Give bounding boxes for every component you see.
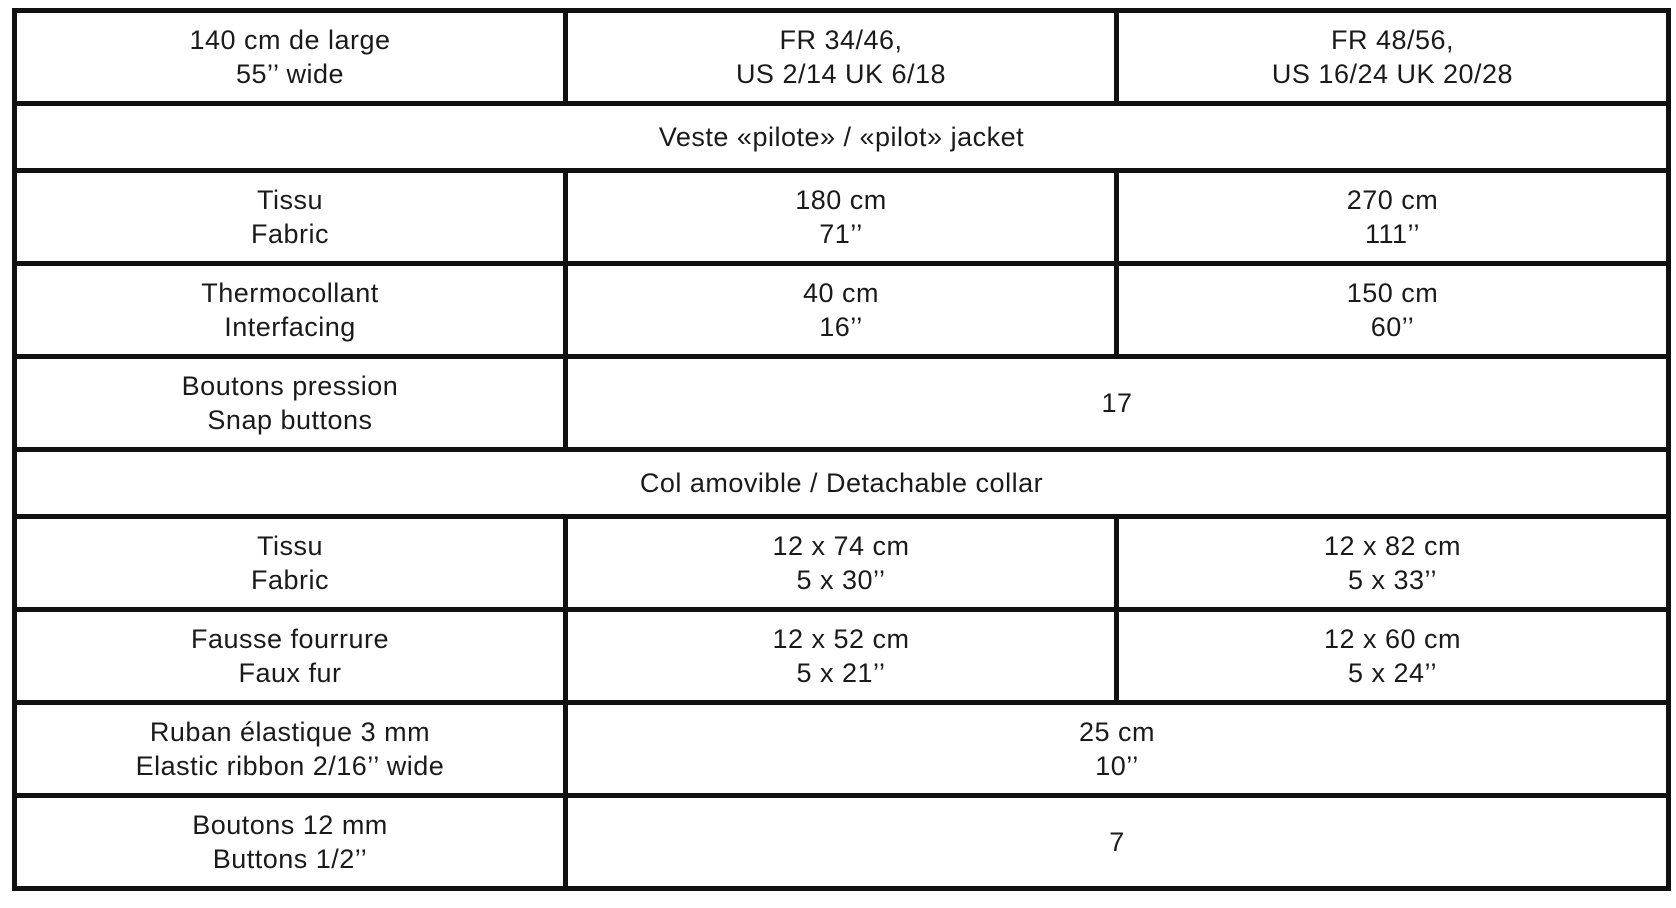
value-metric: 12 x 52 cm	[772, 624, 910, 654]
row-label-fr: Boutons 12 mm	[192, 810, 388, 840]
value-metric: 12 x 82 cm	[1323, 531, 1462, 561]
row-label	[15, 171, 566, 264]
value-metric: 12 x 74 cm	[772, 531, 910, 561]
value-metric: 25 cm	[1078, 717, 1156, 747]
table-row	[15, 171, 1669, 264]
value-imperial: 60’’	[1370, 312, 1415, 342]
row-label-en: Fabric	[250, 219, 329, 249]
value-imperial: 16’’	[819, 312, 863, 342]
yardage-table	[12, 8, 1671, 891]
row-value-small	[566, 171, 1117, 264]
row-value-merged	[566, 357, 1669, 450]
header-size-large	[1117, 11, 1669, 104]
row-value-large	[1117, 264, 1669, 357]
row-label	[15, 517, 566, 610]
row-label-en: Faux fur	[238, 658, 342, 688]
header-fabric-width	[15, 11, 566, 104]
section-title-row	[15, 450, 1669, 517]
value-imperial: 71’’	[819, 219, 863, 249]
value-metric: 40 cm	[802, 278, 880, 308]
value-count: 17	[1101, 388, 1133, 418]
header-size-large-us-uk: US 16/24 UK 20/28	[1271, 59, 1514, 89]
row-value-small	[566, 264, 1117, 357]
row-label-en: Fabric	[250, 565, 329, 595]
header-size-small-us-uk: US 2/14 UK 6/18	[735, 59, 947, 89]
table-row	[15, 264, 1669, 357]
table-row	[15, 357, 1669, 450]
table-row	[15, 610, 1669, 703]
row-label-fr: Ruban élastique 3 mm	[149, 717, 431, 747]
row-label-en: Buttons 1/2’’	[212, 844, 368, 874]
value-metric: 180 cm	[795, 185, 887, 215]
row-label	[15, 264, 566, 357]
row-value-merged	[566, 703, 1669, 796]
row-value-merged	[566, 796, 1669, 889]
value-imperial: 10’’	[1095, 751, 1139, 781]
row-label-fr: Tissu	[256, 185, 323, 215]
row-value-large	[1117, 171, 1669, 264]
row-label-fr: Thermocollant	[201, 278, 379, 308]
row-value-large	[1117, 610, 1669, 703]
section-title-collar: Col amovible / Detachable collar	[15, 450, 1669, 517]
table-row	[15, 517, 1669, 610]
row-label-en: Interfacing	[224, 312, 356, 342]
row-label	[15, 610, 566, 703]
row-value-small	[566, 517, 1117, 610]
row-label-fr: Fausse fourrure	[190, 624, 390, 654]
row-label-fr: Tissu	[256, 531, 323, 561]
section-title-row	[15, 104, 1669, 171]
header-fabric-width-fr: 140 cm de large	[189, 25, 391, 55]
header-fabric-width-en: 55’’ wide	[235, 59, 345, 89]
value-imperial: 5 x 21’’	[796, 658, 886, 688]
yardage-table-container	[12, 8, 1666, 891]
value-metric: 150 cm	[1346, 278, 1439, 308]
value-metric: 12 x 60 cm	[1323, 624, 1462, 654]
row-label-en: Snap buttons	[207, 405, 373, 435]
value-imperial: 5 x 33’’	[1347, 565, 1438, 595]
section-title-jacket: Veste «pilote» / «pilot» jacket	[15, 104, 1669, 171]
table-row	[15, 796, 1669, 889]
value-imperial: 5 x 24’’	[1347, 658, 1438, 688]
header-size-small	[566, 11, 1117, 104]
value-imperial: 5 x 30’’	[796, 565, 886, 595]
value-metric: 270 cm	[1346, 185, 1439, 215]
header-size-small-fr: FR 34/46,	[779, 25, 903, 55]
value-imperial: 111’’	[1364, 219, 1421, 249]
row-label	[15, 796, 566, 889]
row-label-fr: Boutons pression	[181, 371, 399, 401]
row-value-small	[566, 610, 1117, 703]
row-label	[15, 703, 566, 796]
row-label-en: Elastic ribbon 2/16’’ wide	[135, 751, 445, 781]
table-row	[15, 703, 1669, 796]
header-size-large-fr: FR 48/56,	[1330, 25, 1455, 55]
header-row	[15, 11, 1669, 104]
row-value-large	[1117, 517, 1669, 610]
value-count: 7	[1109, 827, 1125, 857]
row-label	[15, 357, 566, 450]
